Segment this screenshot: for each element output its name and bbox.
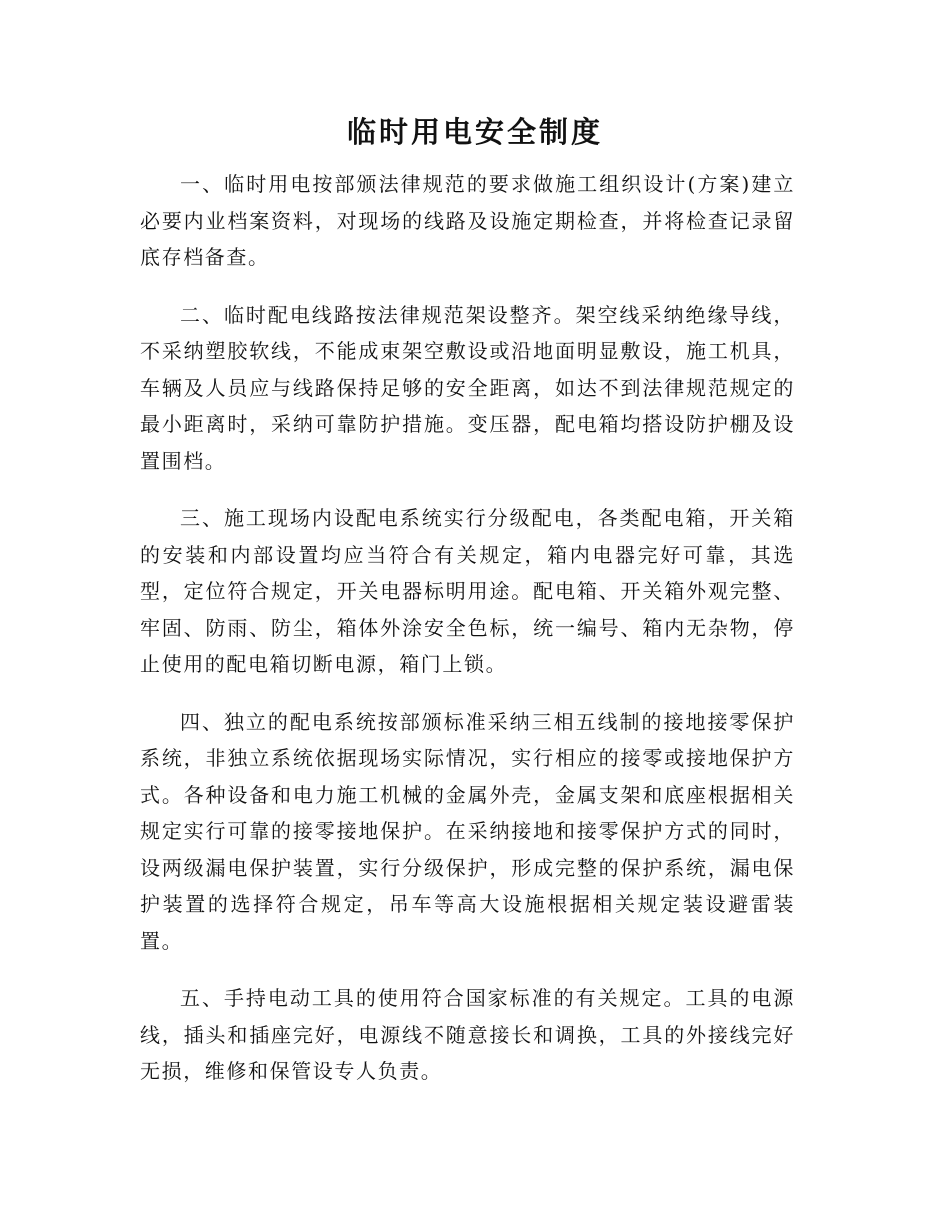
paragraph-1: 一、临时用电按部颁法律规范的要求做施工组织设计(方案)建立必要内业档案资料，对现场的线路及设施定期检查，并将检查记录留底存档备查。 — [140, 172, 795, 269]
paragraph-3: 三、施工现场内设配电系统实行分级配电，各类配电箱，开关箱的安装和内部设置均应当符合有关规定，箱内电器完好可靠，其选型，定位符合规定，开关电器标明用途。配电箱、开关箱外观完整、牢固、防雨、防尘，箱体外涂安全色标，统一编号、箱内无杂物，停止使用的配电箱切断电源，箱门上锁。 — [140, 506, 795, 676]
paragraph-4: 四、独立的配电系统按部颁标准采纳三相五线制的接地接零保护系统，非独立系统依据现场实际情况，实行相应的接零或接地保护方式。各种设备和电力施工机械的金属外壳，金属支架和底座根据相关规定实行可靠的接零接地保护。在采纳接地和接零保护方式的同时，设两级漏电保护装置，实行分级保护，形成完整的保护系统，漏电保护装置的选择符合规定，吊车等高大设施根据相关规定装设避雷装置。 — [140, 709, 795, 953]
document-title: 临时用电安全制度 — [346, 115, 603, 149]
paragraph-5: 五、手持电动工具的使用符合国家标准的有关规定。工具的电源线，插头和插座完好，电源线不随意接长和调换，工具的外接线完好无损，维修和保管设专人负责。 — [140, 986, 795, 1083]
paragraph-2: 二、临时配电线路按法律规范架设整齐。架空线采纳绝缘导线，不采纳塑胶软线，不能成束架空敷设或沿地面明显敷设，施工机具，车辆及人员应与线路保持足够的安全距离，如达不到法律规范规定的最小距离时，采纳可靠防护措施。变压器，配电箱均搭设防护棚及设置围档。 — [140, 302, 795, 473]
document-body — [140, 166, 795, 1111]
